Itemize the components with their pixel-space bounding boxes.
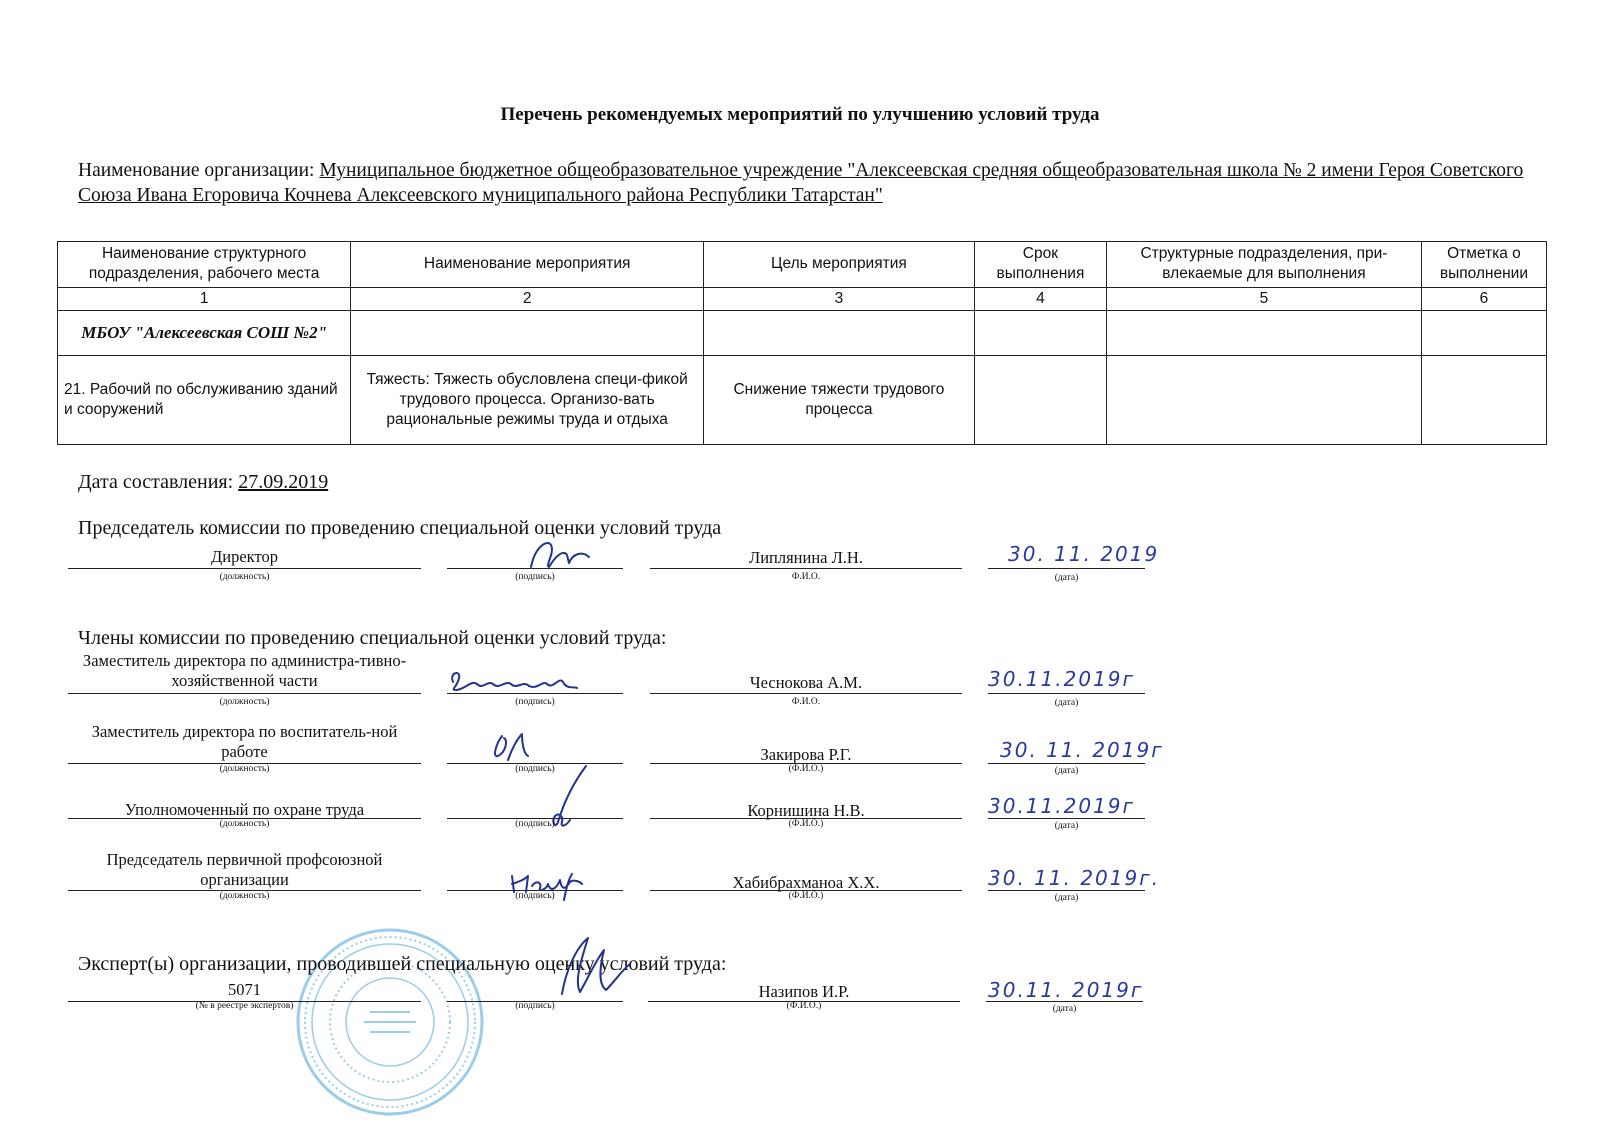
date-caption: (дата) xyxy=(1052,1004,1077,1014)
member-date: 30. 11. 2019г xyxy=(1000,738,1164,762)
member-name: Хабибрахманоа Х.Х. xyxy=(732,873,880,892)
expert-signature xyxy=(552,930,642,1002)
header-cell: Наименование мероприятия xyxy=(351,242,704,288)
header-cell: Наименование структурного подразделения, рабочего места xyxy=(58,242,351,288)
chairman-heading: Председатель комиссии по проведению специальной оценки условий труда xyxy=(78,517,722,539)
expert-registry-number: 5071 xyxy=(228,980,261,999)
position-caption: (должность) xyxy=(219,891,270,901)
column-number: 2 xyxy=(351,287,704,310)
position-caption: (должность) xyxy=(219,697,270,707)
member-signature xyxy=(488,730,538,764)
signature-caption: (подпись) xyxy=(515,764,555,774)
deadline-cell xyxy=(974,356,1106,445)
signature-caption: (подпись) xyxy=(515,697,555,707)
compile-date-label: Дата составления: xyxy=(78,471,239,493)
position-caption: (должность) xyxy=(219,572,270,582)
member-position: Заместитель директора по воспитатель-ной работе xyxy=(91,722,398,761)
member-name: Чеснокова А.М. xyxy=(749,673,863,692)
signature-caption: (подпись) xyxy=(515,891,555,901)
table-number-row xyxy=(58,287,1547,310)
column-number: 6 xyxy=(1421,287,1546,310)
member-date: 30. 11. 2019г. xyxy=(988,866,1161,890)
expert-heading: Эксперт(ы) организации, проводившей специальную оценку условий труда: xyxy=(78,953,727,975)
compile-date-value: 27.09.2019 xyxy=(238,471,329,493)
fio-caption: Ф.И.О. xyxy=(791,697,821,707)
members-heading: Члены комиссии по проведению специальной оценки условий труда: xyxy=(78,627,667,649)
chairman-date: 30. 11. 2019 xyxy=(1008,542,1160,566)
table-header-row xyxy=(58,242,1547,288)
member-date: 30.11.2019г xyxy=(988,667,1136,691)
organization-name: Муниципальное бюджетное общеобразовательное учреждение "Алексеевская средняя общеобразовательная школа № 2 имени Героя Советского Союза Ивана Егоровича Кочнева Алексеевского муниципального района Республики Татарстан" xyxy=(78,160,1524,206)
unit-name: МБОУ "Алексеевская СОШ №2" xyxy=(58,311,351,356)
header-cell: Отметка о выполнении xyxy=(1421,242,1546,288)
header-cell: Срок выполнения xyxy=(974,242,1106,288)
member-date: 30.11.2019г xyxy=(988,794,1136,818)
chairman-name: Липлянина Л.Н. xyxy=(749,548,863,567)
member-position: Председатель первичной профсоюзной организации xyxy=(106,850,383,889)
fio-caption: (Ф.И.О.) xyxy=(786,1001,822,1011)
chairman-signature xyxy=(525,537,595,571)
departments-cell xyxy=(1107,356,1422,445)
compile-date xyxy=(78,471,328,494)
unit-row xyxy=(58,311,1547,356)
column-number: 4 xyxy=(974,287,1106,310)
goal-cell: Снижение тяжести трудового процесса xyxy=(704,356,975,445)
signature-caption: (подпись) xyxy=(515,572,555,582)
expert-date: 30.11. 2019г xyxy=(988,978,1144,1002)
registry-caption: (№ в реестре экспертов) xyxy=(195,1001,294,1011)
chairman-position: Директор xyxy=(211,547,278,566)
page-title: Перечень рекомендуемых мероприятий по улучшению условий труда xyxy=(500,104,1100,125)
date-caption: (дата) xyxy=(1054,766,1079,776)
column-number: 5 xyxy=(1107,287,1422,310)
organization-line xyxy=(78,158,1528,208)
organization-stamp xyxy=(290,922,490,1122)
fio-caption: Ф.И.О. xyxy=(791,572,821,582)
position-caption: (должность) xyxy=(219,819,270,829)
member-name: Закирова Р.Г. xyxy=(760,745,852,764)
workplace-cell: 21. Рабочий по обслуживанию зданий и сооружений xyxy=(58,356,351,445)
date-caption: (дата) xyxy=(1054,698,1079,708)
date-caption: (дата) xyxy=(1054,573,1079,583)
date-caption: (дата) xyxy=(1054,893,1079,903)
signature-caption: (подпись) xyxy=(515,1001,555,1011)
measures-table xyxy=(57,241,1547,445)
member-position: Уполномоченный по охране труда xyxy=(124,800,365,819)
fio-caption: (Ф.И.О.) xyxy=(788,819,824,829)
header-cell: Структурные подразделения, при-влекаемые для выполнения xyxy=(1107,242,1422,288)
fio-caption: (Ф.И.О.) xyxy=(788,764,824,774)
signature-caption: (подпись) xyxy=(515,819,555,829)
column-number: 1 xyxy=(58,287,351,310)
position-caption: (должность) xyxy=(219,764,270,774)
column-number: 3 xyxy=(704,287,975,310)
member-name: Корнишина Н.В. xyxy=(747,801,865,820)
table-row xyxy=(58,356,1547,445)
header-cell: Цель мероприятия xyxy=(704,242,975,288)
measure-cell: Тяжесть: Тяжесть обусловлена специ-фикой трудового процесса. Организо-вать рациональные режимы труда и отдыха xyxy=(351,356,704,445)
mark-cell xyxy=(1421,356,1546,445)
member-signature xyxy=(447,668,582,696)
member-position: Заместитель директора по администра-тивно-хозяйственной части xyxy=(82,651,407,690)
date-caption: (дата) xyxy=(1054,821,1079,831)
organization-label: Наименование организации: xyxy=(78,160,320,181)
fio-caption: (Ф.И.О.) xyxy=(788,891,824,901)
expert-name: Назипов И.Р. xyxy=(758,982,850,1001)
